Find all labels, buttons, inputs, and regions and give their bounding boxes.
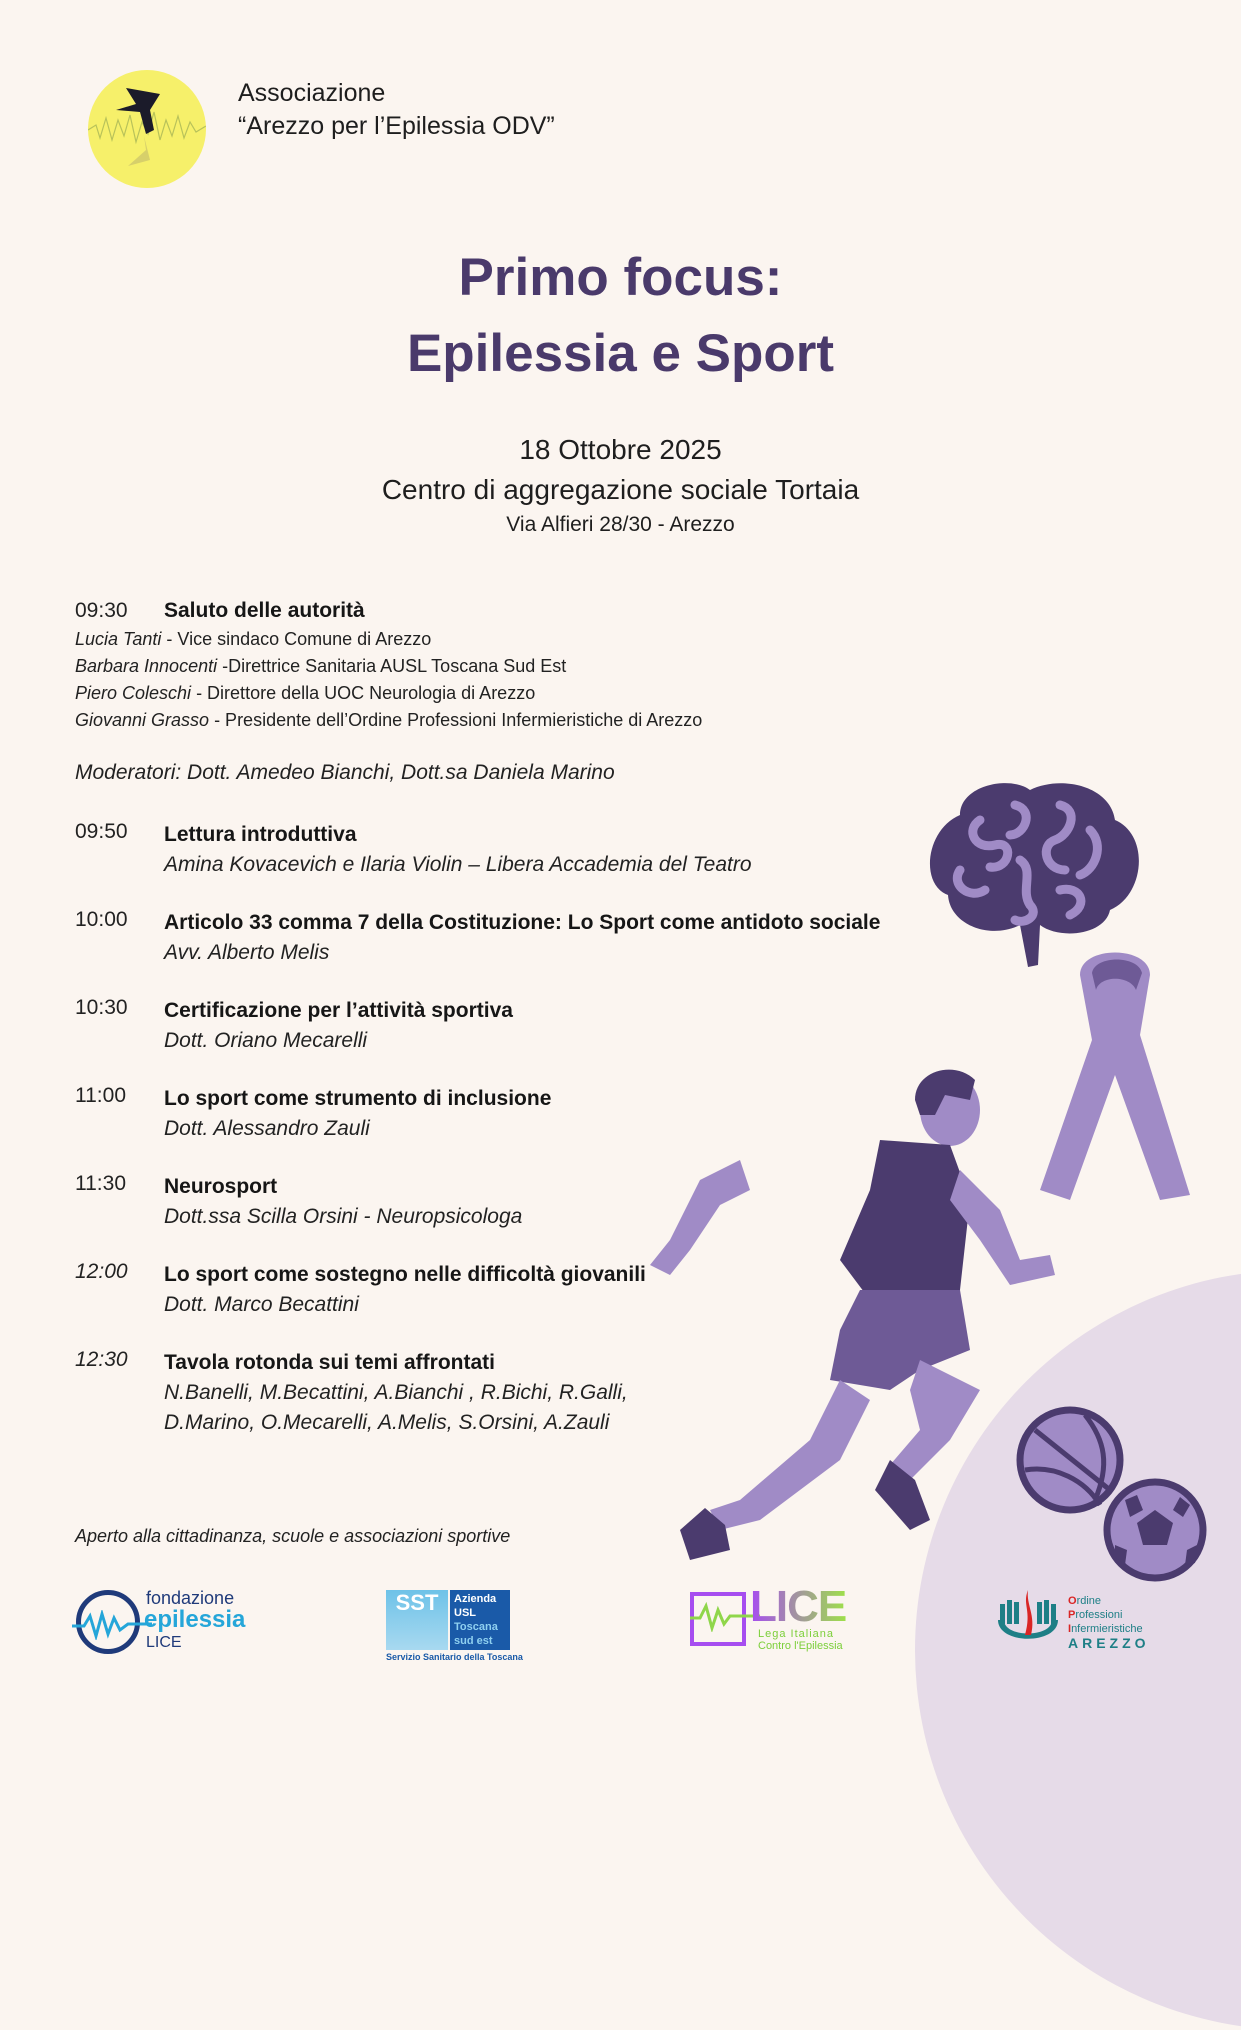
event-date: 18 Ottobre 2025 bbox=[519, 434, 722, 465]
event-info bbox=[0, 430, 1241, 540]
session-speaker: Dott. Marco Becattini bbox=[164, 1293, 359, 1316]
runner-illustration bbox=[590, 1060, 1070, 1580]
session-time: 10:00 bbox=[75, 908, 128, 931]
opening-session bbox=[75, 596, 935, 626]
session-title: Neurosport bbox=[164, 1175, 278, 1198]
session-title: Lo sport come sostegno nelle difficoltà giovanili bbox=[164, 1263, 646, 1286]
fondazione-epilessia-logo: fondazione epilessia LICE bbox=[76, 1586, 256, 1658]
authority-item: Barbara Innocenti -Direttrice Sanitaria AUSL Toscana Sud Est bbox=[75, 656, 567, 676]
session-speaker: Avv. Alberto Melis bbox=[164, 941, 330, 964]
session-time: 11:00 bbox=[75, 1084, 126, 1107]
authority-item: Lucia Tanti - Vice sindaco Comune di Arezzo bbox=[75, 629, 432, 649]
authority-item: Giovanni Grasso - Presidente dell’Ordine Professioni Infermieristiche di Arezzo bbox=[75, 710, 703, 730]
page-title bbox=[0, 240, 1241, 392]
session-item bbox=[75, 820, 935, 880]
association-line1: Associazione bbox=[238, 79, 386, 107]
hands-flame-icon bbox=[992, 1590, 1064, 1654]
session-time: 09:50 bbox=[75, 820, 128, 843]
session-speaker: N.Banelli, M.Becattini, A.Bianchi , R.Bichi, R.Galli, bbox=[164, 1381, 628, 1404]
session-speaker-line2: D.Marino, O.Mecarelli, A.Melis, S.Orsini, A.Zauli bbox=[164, 1411, 610, 1434]
opi-arezzo-logo: Ordine Professioni Infermieristiche AREZZO bbox=[992, 1590, 1152, 1654]
authorities-list bbox=[75, 626, 935, 734]
session-title: Certificazione per l’attività sportiva bbox=[164, 999, 513, 1022]
session-time: 12:00 bbox=[75, 1260, 128, 1283]
session-title: Lo sport come strumento di inclusione bbox=[164, 1087, 552, 1110]
association-name bbox=[238, 77, 555, 143]
wave-icon bbox=[72, 1610, 152, 1640]
authority-item: Piero Coleschi - Direttore della UOC Neurologia di Arezzo bbox=[75, 683, 536, 703]
open-note: Aperto alla cittadinanza, scuole e associazioni sportive bbox=[75, 1526, 511, 1546]
title-line1: Primo focus: bbox=[458, 248, 783, 307]
session-item bbox=[75, 996, 935, 1056]
association-line2: “Arezzo per l’Epilessia ODV” bbox=[238, 112, 555, 140]
title-line2: Epilessia e Sport bbox=[406, 324, 835, 383]
sports-balls-icon bbox=[1015, 1405, 1215, 1595]
session-title: Tavola rotonda sui temi affrontati bbox=[164, 1351, 495, 1374]
session-title: Articolo 33 comma 7 della Costituzione: Lo Sport come antidoto sociale bbox=[164, 911, 881, 934]
session-time: 10:30 bbox=[75, 996, 128, 1019]
swallow-icon bbox=[88, 70, 206, 188]
event-venue: Centro di aggregazione sociale Tortaia bbox=[381, 474, 860, 505]
session-time: 09:30 bbox=[75, 599, 128, 622]
session-time: 12:30 bbox=[75, 1348, 128, 1371]
session-title: Saluto delle autorità bbox=[164, 599, 365, 622]
session-speaker: Dott.ssa Scilla Orsini - Neuropsicologa bbox=[164, 1205, 523, 1228]
session-speaker: Dott. Oriano Mecarelli bbox=[164, 1029, 368, 1052]
session-title: Lettura introduttiva bbox=[164, 823, 357, 846]
session-speaker: Amina Kovacevich e Ilaria Violin – Libera Accademia del Teatro bbox=[164, 853, 752, 876]
event-address: Via Alfieri 28/30 - Arezzo bbox=[506, 513, 735, 536]
association-logo bbox=[88, 70, 206, 188]
moderators: Moderatori: Dott. Amedeo Bianchi, Dott.sa Daniela Marino bbox=[75, 761, 615, 784]
session-item bbox=[75, 908, 935, 968]
lice-logo: LICE Lega Italiana Contro l'Epilessia bbox=[690, 1588, 850, 1654]
session-speaker: Dott. Alessandro Zauli bbox=[164, 1117, 370, 1140]
sst-usl-logo: SST Azienda USL Toscana sud est Servizio Sanitario della Toscana bbox=[386, 1590, 523, 1662]
session-time: 11:30 bbox=[75, 1172, 126, 1195]
